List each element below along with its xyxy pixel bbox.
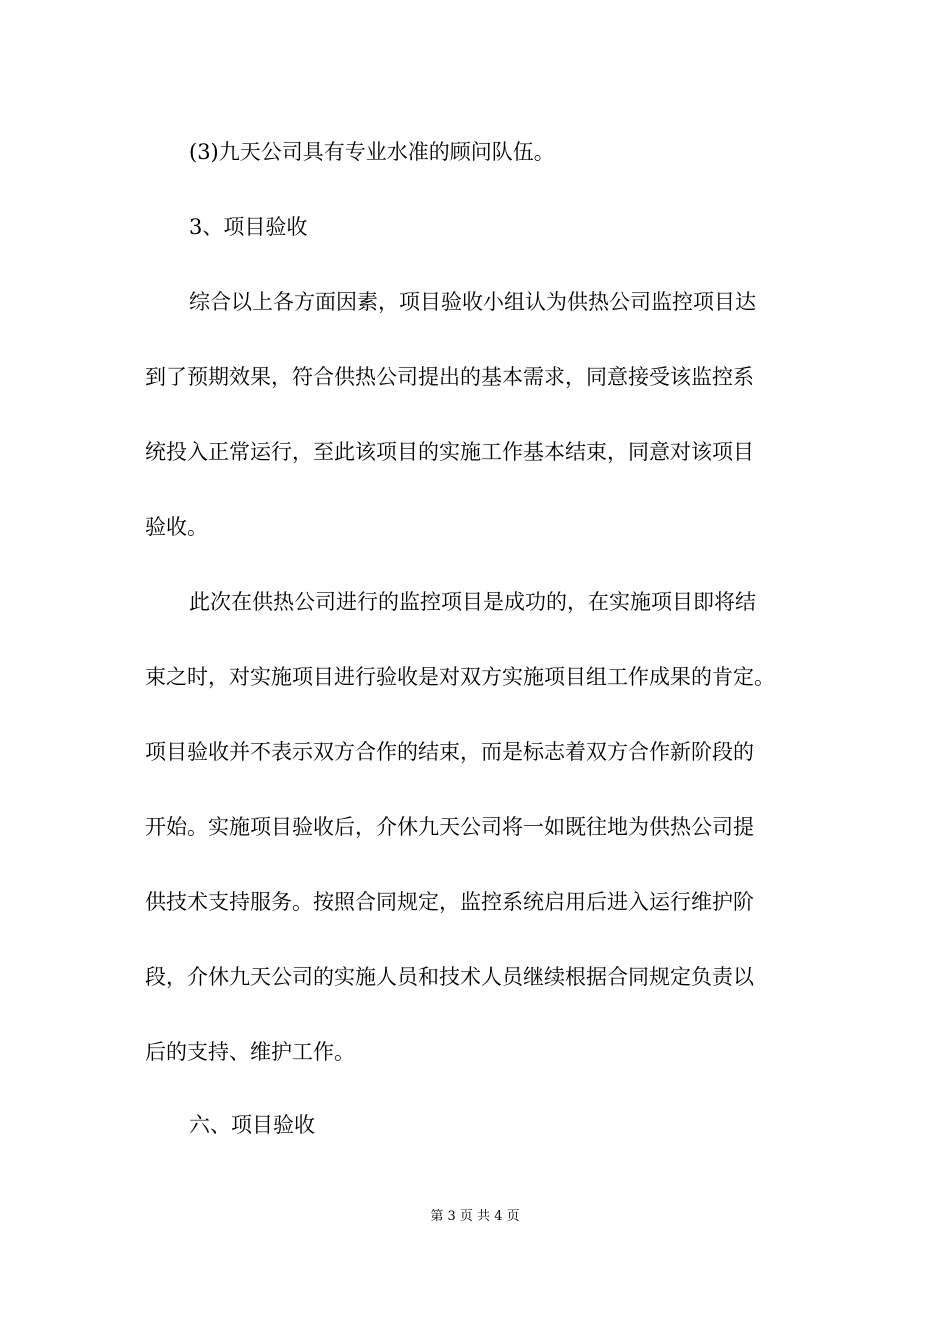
body-line-3: 综合以上各方面因素，项目验收小组认为供热公司监控项目达 — [189, 290, 756, 314]
body-line-11: 供技术支持服务。按照合同规定，监控系统启用后进入运行维护阶 — [145, 890, 754, 914]
body-line-4: 到了预期效果，符合供热公司提出的基本需求，同意接受该监控系 — [145, 365, 754, 389]
section-heading-3: 3、项目验收 — [189, 215, 308, 239]
section-heading-6: 六、项目验收 — [189, 1113, 315, 1137]
body-line-6: 验收。 — [145, 515, 208, 539]
body-line-9: 项目验收并不表示双方合作的结束，而是标志着双方合作新阶段的 — [145, 740, 754, 764]
body-line-13: 后的支持、维护工作。 — [145, 1040, 355, 1064]
body-line-5: 统投入正常运行，至此该项目的实施工作基本结束，同意对该项目 — [145, 440, 754, 464]
body-line-8: 束之时，对实施项目进行验收是对双方实施项目组工作成果的肯定。 — [145, 665, 775, 689]
body-line-12: 段，介休九天公司的实施人员和技术人员继续根据合同规定负责以 — [145, 965, 754, 989]
body-line-7: 此次在供热公司进行的监控项目是成功的，在实施项目即将结 — [189, 590, 756, 614]
body-line-1: (3)九天公司具有专业水准的顾问队伍。 — [189, 140, 555, 164]
page-number-footer: 第 3 页 共 4 页 — [430, 1209, 520, 1224]
body-line-10: 开始。实施项目验收后，介休九天公司将一如既往地为供热公司提 — [145, 815, 754, 839]
